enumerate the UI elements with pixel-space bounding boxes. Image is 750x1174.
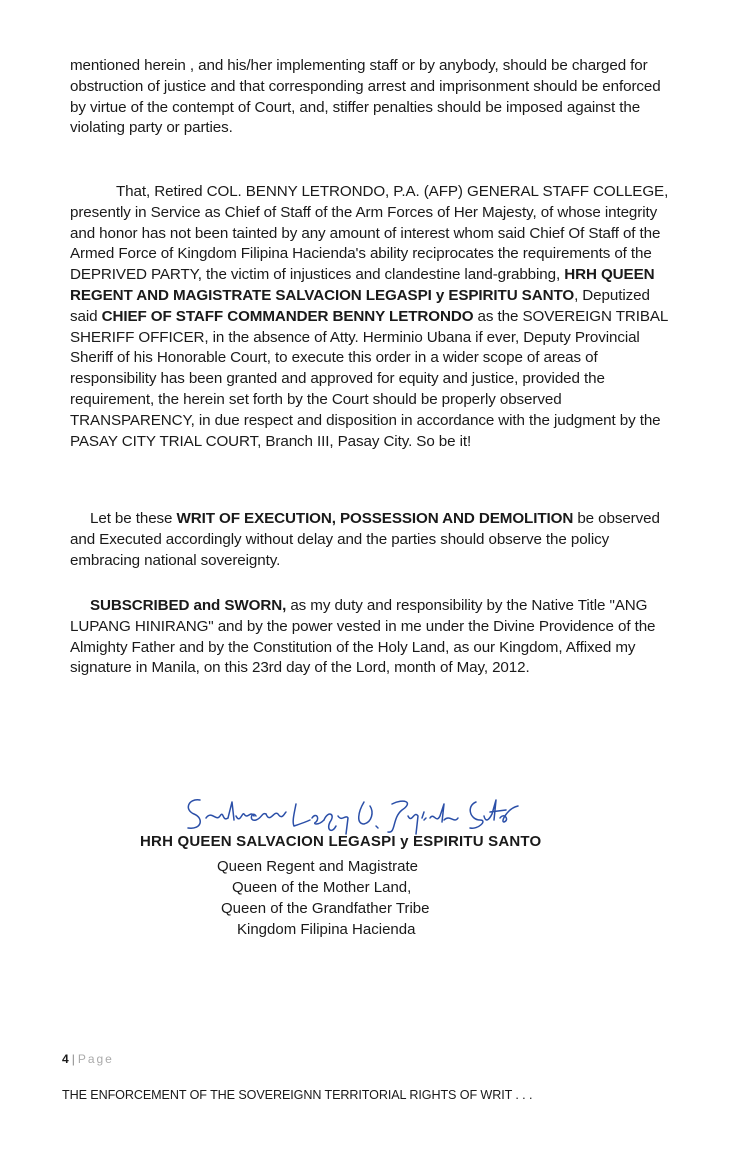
paragraph-text: , Deputized said bbox=[70, 286, 650, 325]
paragraph-text: as the SOVEREIGN TRIBAL SHERIFF OFFICER, in the absence of Atty. Herminio Ubana if ever, Deputy Provincial Sheriff of his Honorable Court, to execute this order in a wider scope of areas of responsibility has been granted and approved for equity and justice, provided the requirement, the herein set forth by the Court should be properly observed TRANSPARENCY, in due respect and disposition in accordance with the judgment by the PASAY CITY TRIAL COURT, Branch III, Pasay City. So be it! bbox=[70, 307, 668, 450]
signatory-title-line: Queen of the Grandfather Tribe bbox=[221, 900, 430, 917]
paragraph-chief-of-staff-deputized bbox=[70, 182, 675, 452]
paragraph-text: as my duty and responsibility by the Native Title "ANG LUPANG HINIRANG" and by the power vested in me under the Divine Providence of the Almighty Father and by the Constitution of the Holy Land, as our Kingdom, Affixed my signature in Manila, on this 23rd day of the Lord, month of May, 2012. bbox=[70, 597, 656, 677]
document-footer: THE ENFORCEMENT OF THE SOVEREIGNN TERRITORIAL RIGHTS OF WRIT . . . bbox=[62, 1088, 533, 1102]
paragraph-writ-of-execution bbox=[70, 509, 675, 571]
paragraph-subscribed-and-sworn bbox=[70, 596, 675, 679]
paragraph-text: mentioned herein , and his/her implementing staff or by anybody, should be charged for obstruction of justice and that corresponding arrest and imprisonment should be enforced by virtue of the contempt of Court, and, stiffer penalties should be imposed against the violating party or parties. bbox=[70, 57, 661, 137]
handwritten-signature bbox=[178, 790, 538, 838]
page-number-value: 4 bbox=[62, 1052, 69, 1066]
signatory-title-line: Queen of the Mother Land, bbox=[232, 879, 412, 896]
paragraph-text: That, Retired COL. BENNY LETRONDO, P.A. (AFP) GENERAL STAFF COLLEGE, presently in Service as Chief of Staff of the Arm Forces of Her Majesty, of whose integrity and honor has not been tainted by any amount of interest whom said Chief Of Staff of the Armed Force of Kingdom Filipina Hacienda's ability reciprocates the requirements of the DEPRIVED PARTY, the victim of injustices and clandestine land-grabbing, bbox=[70, 183, 669, 284]
page-number-separator: | bbox=[71, 1052, 75, 1066]
paragraph-obstruction-penalties bbox=[70, 56, 675, 139]
signatory-name: HRH QUEEN SALVACION LEGASPI y ESPIRITU SANTO bbox=[140, 833, 542, 850]
bold-text-queen-regent: HRH QUEEN REGENT AND MAGISTRATE SALVACION LEGASPI y ESPIRITU SANTO bbox=[70, 266, 655, 304]
signatory-title-line: Queen Regent and Magistrate bbox=[217, 858, 418, 875]
page-number-label: Page bbox=[77, 1052, 114, 1066]
signatory-titles bbox=[205, 856, 485, 940]
paragraph-text: be observed and Executed accordingly without delay and the parties should observe the policy embracing national sovereignty. bbox=[70, 510, 660, 569]
bold-text-chief-of-staff: CHIEF OF STAFF COMMANDER BENNY LETRONDO bbox=[101, 307, 474, 325]
paragraph-text: Let be these bbox=[90, 510, 177, 527]
signatory-title-line: Kingdom Filipina Hacienda bbox=[237, 921, 416, 938]
page-number bbox=[62, 1052, 114, 1066]
bold-text-writ: WRIT OF EXECUTION, POSSESSION AND DEMOLITION bbox=[176, 510, 574, 527]
bold-text-subscribed: SUBSCRIBED and SWORN, bbox=[90, 597, 287, 614]
